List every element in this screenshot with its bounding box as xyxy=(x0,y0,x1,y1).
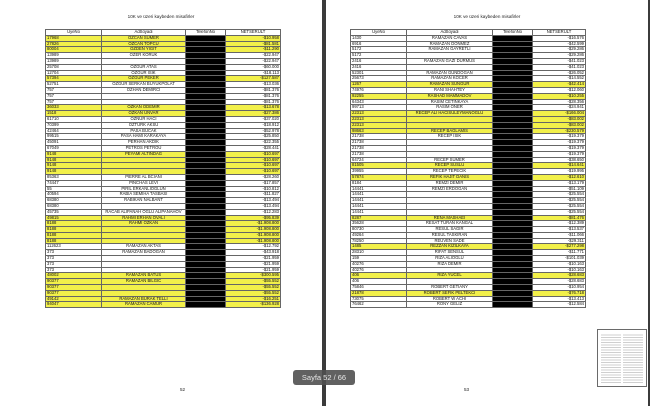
cell-uyeno: 14441 xyxy=(351,192,407,198)
cell-netserult: -$10.163 xyxy=(533,267,586,273)
cell-netserult: -$10.697 xyxy=(226,163,281,169)
cell-netserult: -$127.587 xyxy=(226,76,281,82)
cell-netserult: -$166.004 xyxy=(533,111,586,117)
cell-adsoyadi: RECEP BAGLAMIS xyxy=(407,128,493,134)
cell-netserult: -$277.298 xyxy=(533,244,586,250)
cell-adsoyadi: OZGUR ISIK xyxy=(102,70,186,76)
cell-adsoyadi: RAMAZAN AKTAS xyxy=(102,244,186,250)
cell-adsoyadi: RESUL SAGIR xyxy=(407,227,493,233)
right-page-title: 10K ve üzeri kaybeden misafirler xyxy=(453,14,521,19)
cell-uyeno: 27826 xyxy=(46,41,102,47)
cell-adsoyadi: RIZA YUCEL xyxy=(407,273,493,279)
cell-netserult: -$22.947 xyxy=(226,53,281,59)
cell-uyeno: 757 xyxy=(46,99,102,105)
cell-adsoyadi: OZKAN UNVAR xyxy=(102,111,186,117)
cell-adsoyadi: RAMAZAN BURAK TELLI xyxy=(102,296,186,302)
cell-netserult: -$10.697 xyxy=(226,151,281,157)
cell-netserult: -$10.163 xyxy=(533,261,586,267)
cell-netserult: -$29.286 xyxy=(533,47,586,53)
cell-adsoyadi: RAMAZAN GUNDOGAN xyxy=(407,70,493,76)
cell-adsoyadi: RECEP SUMER xyxy=(407,157,493,163)
right-table-body xyxy=(351,35,586,307)
cell-uyeno: 49142 xyxy=(46,296,102,302)
cell-netserult: -$1.908.800 xyxy=(226,221,281,227)
cell-adsoyadi: RAMAZAN GAYRETLI xyxy=(407,47,493,53)
cell-netserult: -$28.683 xyxy=(533,279,586,285)
cell-uyeno: 68380 xyxy=(46,198,102,204)
cell-adsoyadi: OZCAN SUMER xyxy=(102,35,186,41)
cell-uyeno: 22313 xyxy=(351,122,407,128)
cell-adsoyadi: REZZAN KIZILKAYA xyxy=(407,244,493,250)
col-header-netserult: NETSERULT xyxy=(226,30,281,36)
cell-telefonno-redacted xyxy=(186,302,226,308)
cell-uyeno: 40276 xyxy=(351,267,407,273)
left-page-number: 52 xyxy=(180,387,186,392)
cell-adsoyadi: RAHMI OZKAN xyxy=(102,221,186,227)
cell-uyeno: 76462 xyxy=(351,302,407,308)
cell-uyeno: 45091 xyxy=(46,140,102,146)
cell-uyeno: 90377 xyxy=(46,285,102,291)
cell-netserult: -$25.554 xyxy=(533,192,586,198)
cell-netserult: -$136.928 xyxy=(226,302,281,308)
cell-uyeno: 21878 xyxy=(351,290,407,296)
cell-netserult: -$12.792 xyxy=(226,244,281,250)
cell-netserult: -$28.356 xyxy=(533,99,586,105)
cell-adsoyadi: RENA MASHAEI xyxy=(407,215,493,221)
cell-uyeno: 49264 xyxy=(351,232,407,238)
page-indicator: Sayfa 52 / 66 xyxy=(293,370,355,385)
cell-netserult: -$52.978 xyxy=(226,128,281,134)
cell-adsoyadi: RABIA SEMIHA TASBASI xyxy=(102,192,186,198)
cell-uyeno: 8188 xyxy=(46,238,102,244)
cell-adsoyadi: RAMAZAN CAVAS xyxy=(407,35,493,41)
cell-netserult: -$81.376 xyxy=(226,87,281,93)
cell-adsoyadi: RAMAZAN DONMEZ xyxy=(407,41,493,47)
cell-netserult: -$29.311 xyxy=(533,238,586,244)
cell-adsoyadi: PERHAN AKDIK xyxy=(102,140,186,146)
cell-uyeno: 13989 xyxy=(46,58,102,64)
cell-netserult: -$81.581 xyxy=(226,41,281,47)
cell-netserult: -$13.179 xyxy=(533,180,586,186)
cell-adsoyadi: PASA BUCAK xyxy=(102,128,186,134)
cell-netserult: -$13.494 xyxy=(226,198,281,204)
cell-adsoyadi: RAMAZAN SUNGUR xyxy=(407,82,493,88)
cell-uyeno: 373 xyxy=(46,261,102,267)
cell-netserult: -$28.441 xyxy=(226,145,281,151)
cell-uyeno: 52301 xyxy=(351,70,407,76)
cell-netserult: -$25.850 xyxy=(226,134,281,140)
cell-uyeno: 8188 xyxy=(46,227,102,233)
cell-uyeno: 73075 xyxy=(351,296,407,302)
cell-adsoyadi: ROBERT GETIANY xyxy=(407,285,493,291)
cell-adsoyadi: RASIM CETINKAYA xyxy=(407,99,493,105)
cell-netserult: -$11.290 xyxy=(226,47,281,53)
cell-uyeno: 80730 xyxy=(351,227,407,233)
cell-uyeno: 85363 xyxy=(46,174,102,180)
cell-uyeno: 57874 xyxy=(351,174,407,180)
cell-netserult: -$19.379 xyxy=(533,134,586,140)
cell-netserult: -$11.771 xyxy=(533,250,586,256)
cell-netserult: -$25.554 xyxy=(533,203,586,209)
cell-uyeno: 1518 xyxy=(46,111,102,117)
cell-adsoyadi: RASIM ONER xyxy=(407,105,493,111)
cell-uyeno: 98663 xyxy=(351,128,407,134)
col-header-adsoyadi: AdSoyadi xyxy=(407,30,493,36)
cell-netserult: -$81.476 xyxy=(533,215,586,221)
cell-netserult: -$230.579 xyxy=(533,128,586,134)
cell-uyeno: 9148 xyxy=(46,169,102,175)
cell-adsoyadi: OZGUR ATAS xyxy=(102,64,186,70)
right-guest-table xyxy=(350,29,586,308)
cell-uyeno: 55 xyxy=(46,186,102,192)
cell-uyeno: 8287 xyxy=(351,215,407,221)
cell-uyeno: 14441 xyxy=(351,209,407,215)
cell-uyeno: 25673 xyxy=(351,76,407,82)
cell-uyeno: 9148 xyxy=(46,151,102,157)
left-table-body xyxy=(46,35,281,307)
cell-uyeno: 159 xyxy=(351,256,407,262)
cell-uyeno: 406 xyxy=(351,273,407,279)
cell-adsoyadi: RAMAZAN KOCER xyxy=(407,76,493,82)
cell-uyeno: 1485 xyxy=(351,244,407,250)
cell-adsoyadi: RAMAZAN BADOGAN xyxy=(102,250,186,256)
cell-adsoyadi: RABIKAN NALBANT xyxy=(102,198,186,204)
cell-netserult: -$18.912 xyxy=(226,122,281,128)
cell-uyeno: 99515 xyxy=(46,134,102,140)
cell-telefonno-redacted xyxy=(493,302,533,308)
cell-uyeno: 5172 xyxy=(351,47,407,53)
cell-uyeno: 14441 xyxy=(351,186,407,192)
cell-netserult: -$25.554 xyxy=(533,198,586,204)
cell-netserult: -$51.109 xyxy=(533,186,586,192)
thumbnail-right-page xyxy=(623,333,643,383)
cell-adsoyadi: OZHAN DEMIRCI xyxy=(102,87,186,93)
cell-adsoyadi: PIERRE AL BCIANI xyxy=(102,174,186,180)
cell-adsoyadi: OZDEN YIGIT xyxy=(102,47,186,53)
cell-adsoyadi: OZTURK AKSU xyxy=(102,122,186,128)
cell-uyeno: 1267 xyxy=(351,82,407,88)
cell-netserult: -$95.839 xyxy=(226,215,281,221)
cell-netserult: -$101.039 xyxy=(533,256,586,262)
cell-netserult: -$300.595 xyxy=(226,273,281,279)
cell-netserult: -$1.908.800 xyxy=(226,238,281,244)
col-header-netserult: NETSERULT xyxy=(533,30,586,36)
cell-uyeno: 9148 xyxy=(46,157,102,163)
cell-netserult: -$18.113 xyxy=(226,70,281,76)
cell-uyeno: 49815 xyxy=(46,215,102,221)
cell-uyeno: 12704 xyxy=(46,70,102,76)
cell-uyeno: 74447 xyxy=(46,180,102,186)
cell-uyeno: 40594 xyxy=(46,192,102,198)
cell-netserult: -$13.537 xyxy=(533,227,586,233)
cell-netserult: -$21.959 xyxy=(226,261,281,267)
cell-adsoyadi: RAHMI ERHAN OVALI xyxy=(102,215,186,221)
cell-netserult: -$43.918 xyxy=(226,250,281,256)
cell-netserult: -$12.389 xyxy=(533,221,586,227)
cell-netserult: -$55.552 xyxy=(226,285,281,291)
cell-netserult: -$55.552 xyxy=(226,290,281,296)
cell-adsoyadi: RESUL TASKIRAN xyxy=(407,232,493,238)
cell-adsoyadi: OZGUR PEKER xyxy=(102,76,186,82)
left-guest-table xyxy=(45,29,281,308)
cell-netserult: -$81.376 xyxy=(226,99,281,105)
cell-netserult: -$27.386 xyxy=(226,111,281,117)
cell-netserult: -$1.908.800 xyxy=(226,232,281,238)
cell-uyeno: 64724 xyxy=(351,157,407,163)
cell-netserult: -$11.066 xyxy=(533,232,586,238)
cell-adsoyadi: RAMAZAN CAMUR xyxy=(102,302,186,308)
cell-netserult: -$19.379 xyxy=(533,145,586,151)
cell-adsoyadi: RANI SHAHTEY xyxy=(407,87,493,93)
cell-uyeno: 68380 xyxy=(46,203,102,209)
cell-uyeno: 21738 xyxy=(351,145,407,151)
cell-uyeno: 21738 xyxy=(351,134,407,140)
cell-netserult: -$26.052 xyxy=(533,70,586,76)
cell-uyeno: 70399 xyxy=(46,122,102,128)
cell-adsoyadi: RIZA DEMIR xyxy=(407,261,493,267)
cell-adsoyadi: RIFAT SENSUL xyxy=(407,250,493,256)
cell-uyeno: 92255 xyxy=(351,93,407,99)
cell-adsoyadi: REFIK HAJIT DANIS xyxy=(407,174,493,180)
cell-adsoyadi: RAMAZAN GAZI DURMUS xyxy=(407,58,493,64)
cell-netserult: -$14.641 xyxy=(533,163,586,169)
cell-adsoyadi: OZER KORUK xyxy=(102,53,186,59)
cell-uyeno: 373 xyxy=(46,256,102,262)
cell-uyeno: 42464 xyxy=(46,128,102,134)
cell-netserult: -$13.036 xyxy=(226,82,281,88)
cell-uyeno: 21738 xyxy=(351,151,407,157)
cell-netserult: -$13.494 xyxy=(226,203,281,209)
table-row xyxy=(351,302,586,308)
cell-adsoyadi: RIZA ALIOGLU xyxy=(407,256,493,262)
cell-netserult: -$25.554 xyxy=(533,209,586,215)
cell-adsoyadi: REMZI ERDOGAN xyxy=(407,186,493,192)
cell-adsoyadi: RECEP ISIK xyxy=(407,134,493,140)
cell-uyeno: 373 xyxy=(46,267,102,273)
cell-netserult: -$22.355 xyxy=(226,140,281,146)
col-header-adsoyadi: AdSoyadi xyxy=(102,30,186,36)
cell-netserult: -$16.251 xyxy=(226,296,281,302)
cell-uyeno: 52751 xyxy=(46,82,102,88)
cell-adsoyadi: RAMAZAN BILGIC xyxy=(102,279,186,285)
cell-uyeno: 57394 xyxy=(46,76,102,82)
cell-adsoyadi: RONY GELIZ xyxy=(407,302,493,308)
cell-adsoyadi: OZCAN TOPCU xyxy=(102,41,186,47)
cell-netserult: -$29.286 xyxy=(533,53,586,59)
cell-uyeno: 1430 xyxy=(351,35,407,41)
cell-adsoyadi: PETROS PETROU xyxy=(102,145,186,151)
cell-uyeno: 25708 xyxy=(46,64,102,70)
cell-uyeno: 2416 xyxy=(351,58,407,64)
left-page-title: 10K ve üzeri kaybeden misafirler xyxy=(127,14,195,19)
cell-netserult: -$21.959 xyxy=(226,267,281,273)
cell-netserult: -$37.020 xyxy=(226,116,281,122)
col-header-uyeno: UyeNo xyxy=(46,30,102,36)
cell-adsoyadi: ROBERT W ACHI xyxy=(407,296,493,302)
cell-uyeno: 75846 xyxy=(351,285,407,291)
cell-adsoyadi: PINCHAS LEVI xyxy=(102,180,186,186)
left-page xyxy=(0,0,322,406)
cell-adsoyadi: REUVEN SADE xyxy=(407,238,493,244)
cell-adsoyadi: RESAT TURAN KANGAL xyxy=(407,221,493,227)
cell-uyeno: 8188 xyxy=(46,221,102,227)
cell-netserult: -$42.599 xyxy=(533,41,586,47)
cell-uyeno: 373 xyxy=(46,250,102,256)
cell-netserult: -$10.954 xyxy=(533,285,586,291)
cell-adsoyadi: RAMAZAN BATUS xyxy=(102,273,186,279)
page-thumbnail[interactable] xyxy=(597,329,647,387)
cell-netserult: -$41.023 xyxy=(533,64,586,70)
cell-netserult: -$12.283 xyxy=(226,209,281,215)
cell-uyeno: 14441 xyxy=(351,198,407,204)
cell-adsoyadi: RECEP TEPECIK xyxy=(407,169,493,175)
cell-uyeno: 28310 xyxy=(351,250,407,256)
cell-netserult: -$83.002 xyxy=(533,116,586,122)
cell-uyeno: 94047 xyxy=(46,302,102,308)
cell-adsoyadi: OZGUR SERKAN BUYUKPOLAT xyxy=(102,82,186,88)
cell-netserult: -$10.697 xyxy=(226,169,281,175)
cell-uyeno: 112623 xyxy=(46,244,102,250)
cell-adsoyadi: PIRIL ERKANLIOGLUN xyxy=(102,186,186,192)
cell-netserult: -$10.255 xyxy=(533,93,586,99)
cell-uyeno: 14441 xyxy=(351,203,407,209)
cell-uyeno: 90377 xyxy=(46,290,102,296)
cell-adsoyadi: RACAB ALIPANAH OGLU ALIPANAHOV xyxy=(102,209,186,215)
cell-uyeno: 757 xyxy=(46,93,102,99)
cell-adsoyadi: OZKAN ODEMIR xyxy=(102,105,186,111)
cell-netserult: -$13.678 xyxy=(226,105,281,111)
cell-uyeno: 64343 xyxy=(351,99,407,105)
cell-netserult: -$28.260 xyxy=(226,174,281,180)
cell-adsoyadi: OZNUR HACI xyxy=(102,116,186,122)
cell-uyeno: 8188 xyxy=(46,232,102,238)
cell-adsoyadi: RECEP SUSLU xyxy=(407,163,493,169)
cell-adsoyadi: RASHAD MAMMADOV xyxy=(407,93,493,99)
cell-netserult: -$16.576 xyxy=(533,35,586,41)
cell-netserult: -$38.650 xyxy=(533,157,586,163)
cell-uyeno: 81505 xyxy=(351,163,407,169)
cell-netserult: -$12.060 xyxy=(533,87,586,93)
cell-uyeno: 99713 xyxy=(351,105,407,111)
cell-adsoyadi: PASA HAMI KARAKAYA xyxy=(102,134,186,140)
cell-uyeno: 6916 xyxy=(351,41,407,47)
cell-uyeno: 80004 xyxy=(46,47,102,53)
cell-uyeno: 9148 xyxy=(46,163,102,169)
col-header-telefonno: TelefonNo xyxy=(493,30,533,36)
cell-netserult: -$19.995 xyxy=(533,169,586,175)
cell-uyeno: 67049 xyxy=(46,145,102,151)
cell-adsoyadi: PEYAMI ALTINDAG xyxy=(102,151,186,157)
cell-uyeno: 21738 xyxy=(351,140,407,146)
cell-uyeno: 35628 xyxy=(351,221,407,227)
cell-netserult: -$13.413 xyxy=(533,296,586,302)
cell-uyeno: 8184 xyxy=(351,180,407,186)
cell-uyeno: 17968 xyxy=(46,35,102,41)
cell-netserult: -$24.941 xyxy=(533,105,586,111)
cell-netserult: -$41.023 xyxy=(533,58,586,64)
cell-netserult: -$12.584 xyxy=(533,302,586,308)
cell-uyeno: 40276 xyxy=(351,261,407,267)
cell-uyeno: 48002 xyxy=(46,273,102,279)
thumbnail-left-page xyxy=(601,333,621,383)
cell-uyeno: 406 xyxy=(351,279,407,285)
cell-adsoyadi: ROBERT SEFIK PELTEKCI xyxy=(407,290,493,296)
cell-netserult: -$81.376 xyxy=(226,93,281,99)
cell-netserult: -$28.683 xyxy=(533,273,586,279)
cell-netserult: -$17.857 xyxy=(226,180,281,186)
cell-netserult: -$76.718 xyxy=(533,290,586,296)
cell-uyeno: 61710 xyxy=(46,116,102,122)
cell-netserult: -$11.827 xyxy=(226,192,281,198)
cell-netserult: -$10.812 xyxy=(226,186,281,192)
cell-uyeno: 45735 xyxy=(46,209,102,215)
cell-netserult: -$83.002 xyxy=(533,122,586,128)
col-header-telefonno: TelefonNo xyxy=(186,30,226,36)
cell-netserult: -$10.697 xyxy=(226,157,281,163)
cell-uyeno: 5172 xyxy=(351,53,407,59)
cell-uyeno: 74976 xyxy=(351,87,407,93)
cell-uyeno: 757 xyxy=(46,87,102,93)
col-header-uyeno: UyeNo xyxy=(351,30,407,36)
cell-netserult: -$60.000 xyxy=(226,64,281,70)
cell-netserult: -$12.610 xyxy=(533,174,586,180)
cell-netserult: -$14.552 xyxy=(533,76,586,82)
cell-uyeno: 36033 xyxy=(46,105,102,111)
cell-netserult: -$22.947 xyxy=(226,58,281,64)
cell-uyeno: 2416 xyxy=(351,64,407,70)
cell-netserult: -$42.414 xyxy=(533,82,586,88)
cell-netserult: -$1.908.800 xyxy=(226,227,281,233)
cell-uyeno: 90377 xyxy=(46,279,102,285)
cell-netserult: -$19.379 xyxy=(533,140,586,146)
cell-adsoyadi: RECEP ALI HACISULEYMANOGLU xyxy=(407,111,493,117)
cell-uyeno: 39955 xyxy=(351,169,407,175)
right-page-number: 53 xyxy=(464,387,470,392)
cell-netserult: -$55.552 xyxy=(226,279,281,285)
cell-uyeno: 22313 xyxy=(351,116,407,122)
cell-uyeno: 22313 xyxy=(351,111,407,117)
cell-netserult: -$21.959 xyxy=(226,256,281,262)
cell-netserult: -$19.379 xyxy=(533,151,586,157)
cell-netserult: -$10.958 xyxy=(226,35,281,41)
cell-uyeno: 78250 xyxy=(351,238,407,244)
table-row xyxy=(46,302,281,308)
cell-uyeno: 13989 xyxy=(46,53,102,59)
cell-adsoyadi: REMZI DEMIR xyxy=(407,180,493,186)
